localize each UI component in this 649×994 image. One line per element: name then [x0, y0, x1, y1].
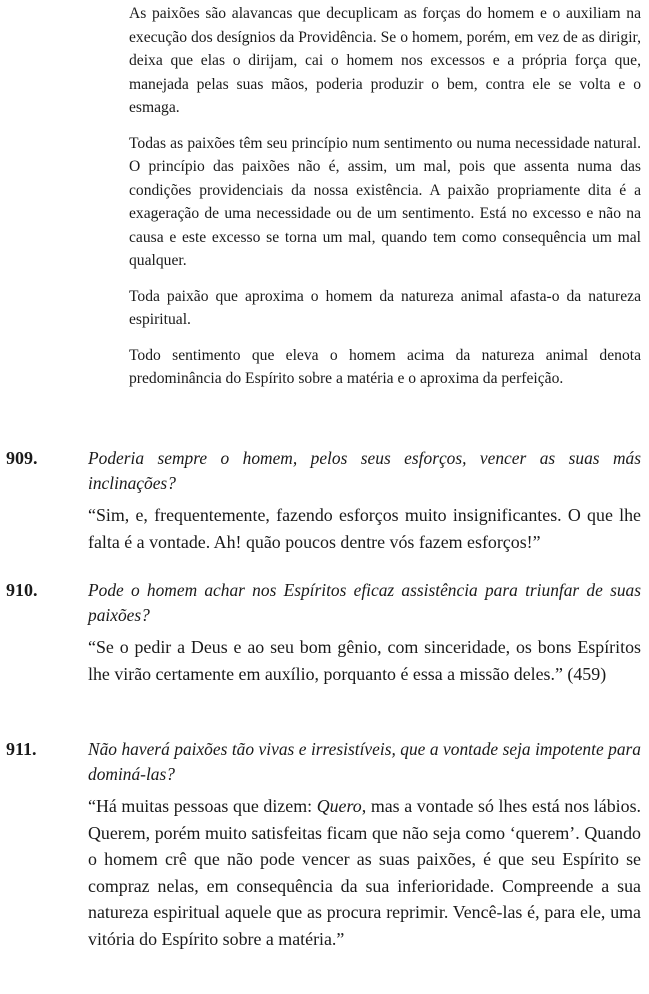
question-text: Pode o homem achar nos Espíritos eficaz assistência para triunfar de suas paixões? [88, 580, 641, 625]
commentary-paragraph-3: Toda paixão que aproxima o homem da natureza animal afasta-o da natureza espiritual. [129, 287, 641, 328]
commentary-paragraph-4: Todo sentimento que eleva o homem acima da natureza animal denota predominância do Espírito sobre a matéria e o aproxima da perfeição. [129, 346, 641, 387]
commentary-paragraph-2: Todas as paixões têm seu princípio num sentimento ou numa necessidade natural. O princípio das paixões não é, assim, um mal, pois que assenta numa das condições providenciais da nossa existência. A paixão propriamente dita é a exageração de uma necessidade ou de um sentimento. Está no excesso e não na causa e este excesso se torna um mal, quando tem como consequência um mal qualquer. [129, 134, 641, 269]
answer-text: “Sim, e, frequentemente, fazendo esforços muito insignificantes. O que lhe falta é a vontade. Ah! quão poucos dentre vós fazem esforços!” [88, 505, 641, 552]
answer-text: “Se o pedir a Deus e ao seu bom gênio, com sinceridade, os bons Espíritos lhe virão certamente em auxílio, porquanto é essa a missão deles.” (459) [88, 637, 641, 684]
question-number: 909. [6, 448, 38, 468]
answer-part: , mas a vontade só lhes está nos lábios. Querem, porém muito satisfeitas ficam que não seja como ‘querem’. Quando o homem crê que não pode vencer as suas paixões, é que seu Espírito se compraz nelas, em consequência da sua inferioridade. Compreende a sua natureza espiritual aquele que as procura reprimir. Vencê-las é, para ele, uma vitória do Espírito sobre a matéria.” [88, 796, 642, 949]
commentary-paragraph-1: As paixões são alavancas que decuplicam as forças do homem e o auxiliam na execução dos desígnios da Providência. Se o homem, porém, em vez de as dirigir, deixa que elas o dirijam, cai o homem nos excessos e a própria força que, manejada pelas suas mãos, poderia produzir o bem, contra ele se volta e o esmaga. [129, 5, 641, 116]
question-number: 910. [6, 580, 38, 600]
answer-emphasis: Quero [316, 796, 362, 816]
question-text: Não haverá paixões tão vivas e irresistíveis, que a vontade seja impotente para dominá-las? [88, 739, 641, 784]
question-text: Poderia sempre o homem, pelos seus esforços, vencer as suas más inclinações? [88, 448, 641, 493]
commentary-block [129, 2, 641, 403]
answer-part: “Há muitas pessoas que dizem: [88, 796, 317, 816]
answer-text [88, 793, 641, 952]
question-number: 911. [6, 739, 37, 759]
